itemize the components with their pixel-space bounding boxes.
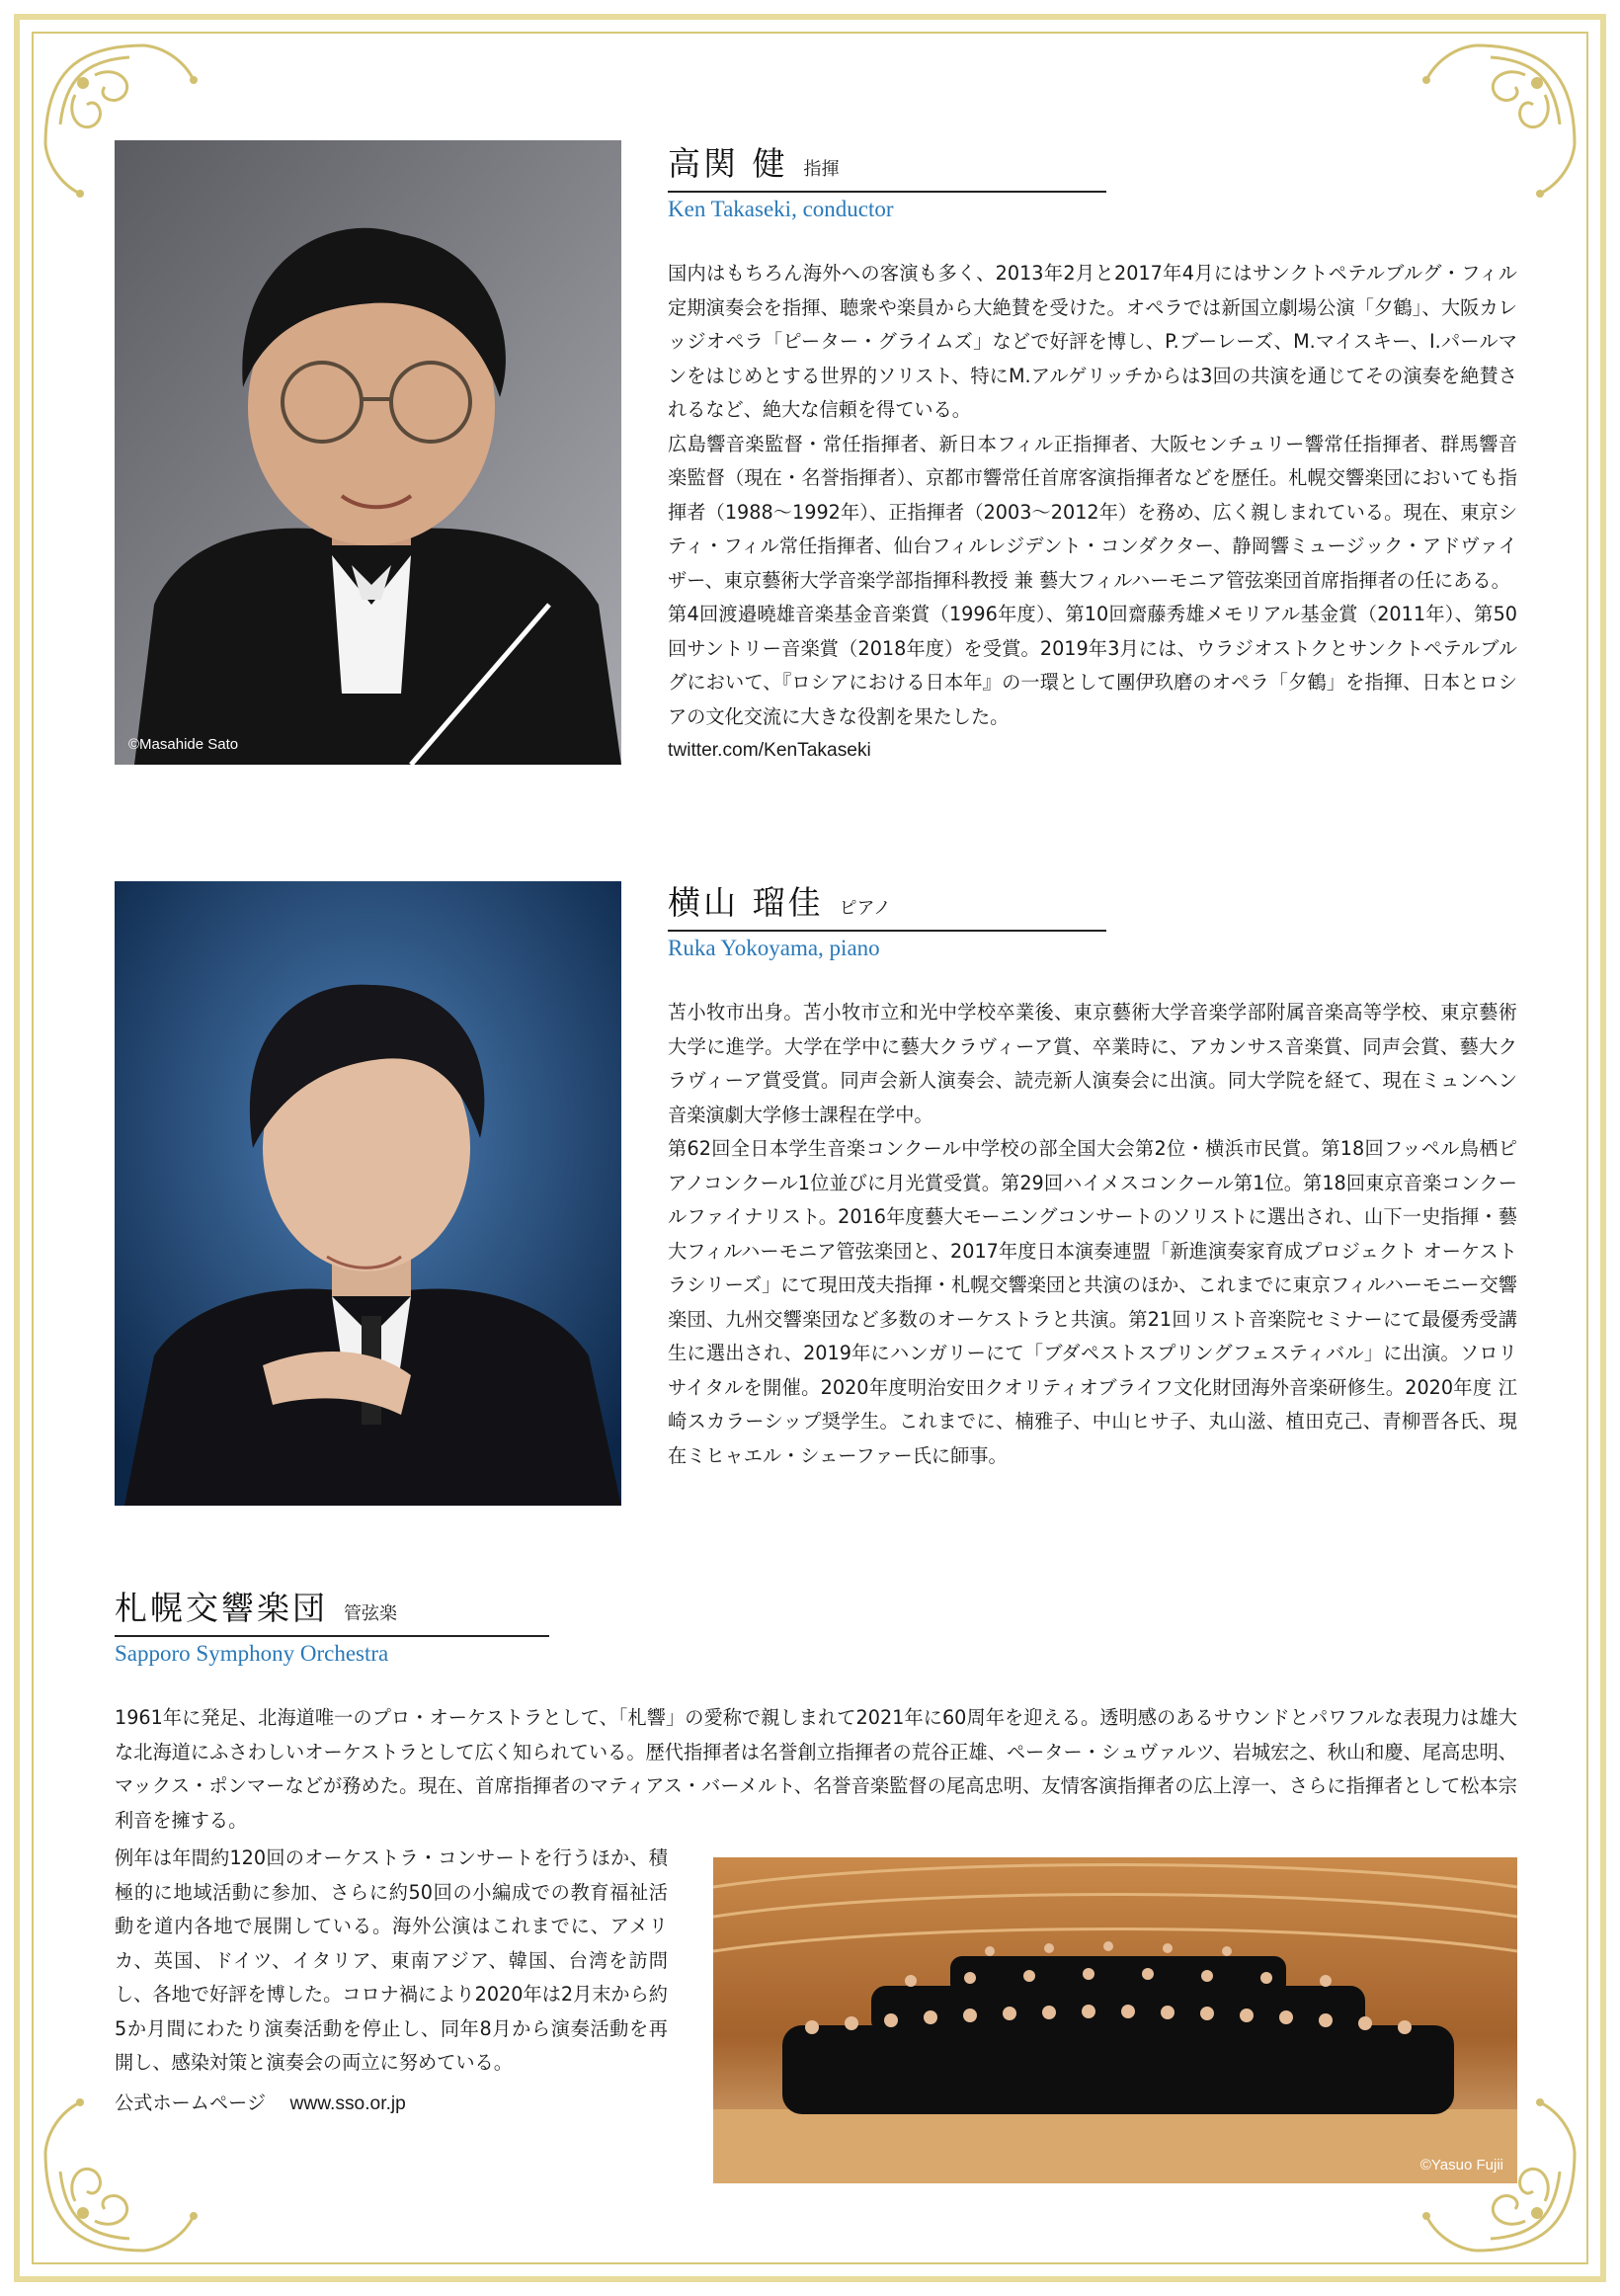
pianist-bio [668, 996, 1517, 1473]
orchestra-name-english: Sapporo Symphony Orchestra [115, 1641, 389, 1666]
homepage-line [115, 2087, 668, 2122]
corner-ornament-icon [1397, 36, 1584, 223]
orchestra-heading [115, 1583, 549, 1667]
pianist-name: 横山 瑠佳 [668, 883, 824, 922]
bio-paragraph: 苫小牧市出身。苫小牧市立和光中学校卒業後、東京藝術大学音楽学部附属音楽高等学校、東京藝術大学に進学。大学在学中に藝大クラヴィーア賞、卒業時に、アカンサス音楽賞、同声会賞、藝大クラヴィーア賞受賞。同声会新人演奏会、読売新人演奏会に出演。同大学院を経て、現在ミュンヘン音楽演劇大学修士課程在学中。 [668, 1001, 1517, 1126]
heading-rule [668, 191, 1106, 193]
bio-paragraph: 第4回渡邉曉雄音楽基金音楽賞（1996年度）、第10回齋藤秀雄メモリアル基金賞（2011年）、第50回サントリー音楽賞（2018年度）を受賞。2019年3月には、ウラジオストクとサンクトペテルブルグにおいて、『ロシアにおける日本年』の一環として團伊玖磨のオペラ「夕鶴」を指揮、日本とロシアの文化交流に大きな役割を果たした。 [668, 603, 1517, 728]
orchestra-name: 札幌交響楽団 [115, 1589, 328, 1627]
heading-rule [668, 930, 1106, 932]
heading-rule [115, 1635, 549, 1637]
bio-paragraph: 国内はもちろん海外への客演も多く、2013年2月と2017年4月にはサンクトペテルブルグ・フィル定期演奏会を指揮、聴衆や楽員から大絶賛を受けた。オペラでは新国立劇場公演「夕鶴」、大阪カレッジオペラ「ピーター・グライムズ」などで好評を博し、P.ブーレーズ、M.マイスキー、I.パールマンをはじめとする世界的ソリスト、特にM.アルゲリッチからは3回の共演を通じてその演奏を絶賛されるなど、絶大な信頼を得ている。 [668, 262, 1517, 421]
pianist-photo [115, 881, 621, 1506]
twitter-link[interactable]: twitter.com/KenTakaseki [668, 740, 871, 761]
conductor-photo [115, 140, 621, 765]
photo-credit: ©Masahide Sato [128, 736, 239, 753]
bio-paragraph: 1961年に発足、北海道唯一のプロ・オーケストラとして、「札響」の愛称で親しまれて2021年に60周年を迎える。透明感のあるサウンドとパワフルな表現力は雄大な北海道にふさわしいオーケストラとして広く知られている。歴代指揮者は名誉創立指揮者の荒谷正雄、ペーター・シュヴァルツ、岩城宏之、秋山和慶、尾高忠明、マックス・ポンマーなどが務めた。現在、首席指揮者のマティアス・バーメルト、名誉音楽監督の尾高忠明、友情客演指揮者の広上淳一、さらに指揮者として松本宗利音を擁する。 [115, 1706, 1517, 1832]
conductor-heading [668, 138, 1106, 222]
bio-paragraph: 第62回全日本学生音楽コンクール中学校の部全国大会第2位・横浜市民賞。第18回フッペル鳥栖ピアノコンクール1位並びに月光賞受賞。第29回ハイメスコンクール第1位。第18回東京音楽コンクールファイナリスト。2016年度藝大モーニングコンサートのソリストに選出され、山下一史指揮・藝大フィルハーモニア管弦楽団と、2017年度日本演奏連盟「新進演奏家育成プロジェクト オーケストラシリーズ」にて現田茂夫指揮・札幌交響楽団と共演のほか、これまでに東京フィルハーモニー交響楽団、九州交響楽団など多数のオーケストラと共演。第21回リスト音楽院セミナーにて最優秀受講生に選出され、2019年にハンガリーにて「ブダペストスプリングフェスティバル」に出演。ソロリサイタルを開催。2020年度明治安田クオリティオブライフ文化財団海外音楽研修生。2020年度 江崎スカラーシップ奨学生。これまでに、楠雅子、中山ヒサ子、丸山滋、植田克己、青柳晋各氏、現在ミヒャエル・シェーファー氏に師事。 [668, 1137, 1517, 1467]
conductor-name: 高関 健 [668, 144, 788, 183]
orchestra-bio-top [115, 1701, 1517, 1838]
conductor-name-english: Ken Takaseki, conductor [668, 197, 894, 221]
conductor-bio [668, 257, 1517, 769]
pianist-role: ピアノ [839, 898, 892, 919]
orchestra-bio-left [115, 1842, 668, 2121]
conductor-role: 指揮 [803, 159, 840, 180]
homepage-link[interactable]: www.sso.or.jp [289, 2092, 406, 2114]
orchestra-role: 管弦楽 [344, 1603, 397, 1624]
bio-paragraph: 例年は年間約120回のオーケストラ・コンサートを行うほか、積極的に地域活動に参加、さらに約50回の小編成での教育福祉活動を道内各地で展開している。海外公演はこれまでに、アメリカ、英国、ドイツ、イタリア、東南アジア、韓国、台湾を訪問し、各地で好評を博した。コロナ禍により2020年は2月末から約5か月間にわたり演奏活動を停止し、同年8月から演奏活動を再開し、感染対策と演奏会の両立に努めている。 [115, 1846, 668, 2074]
orchestra-photo [713, 1857, 1517, 2183]
pianist-heading [668, 877, 1106, 961]
homepage-label: 公式ホームページ [115, 2091, 267, 2114]
bio-paragraph: 広島響音楽監督・常任指揮者、新日本フィル正指揮者、大阪センチュリー響常任指揮者、群馬響音楽監督（現在・名誉指揮者）、京都市響常任首席客演指揮者などを歴任。札幌交響楽団においても指揮者（1988～1992年）、正指揮者（2003～2012年）を務め、広く親しまれている。現在、東京シティ・フィル常任指揮者、仙台フィルレジデント・コンダクター、静岡響ミュージック・アドヴァイザー、東京藝術大学音楽学部指揮科教授 兼 藝大フィルハーモニア管弦楽団首席指揮者の任にある。 [668, 432, 1518, 592]
pianist-name-english: Ruka Yokoyama, piano [668, 936, 880, 960]
photo-credit: ©Yasuo Fujii [1419, 2157, 1503, 2173]
